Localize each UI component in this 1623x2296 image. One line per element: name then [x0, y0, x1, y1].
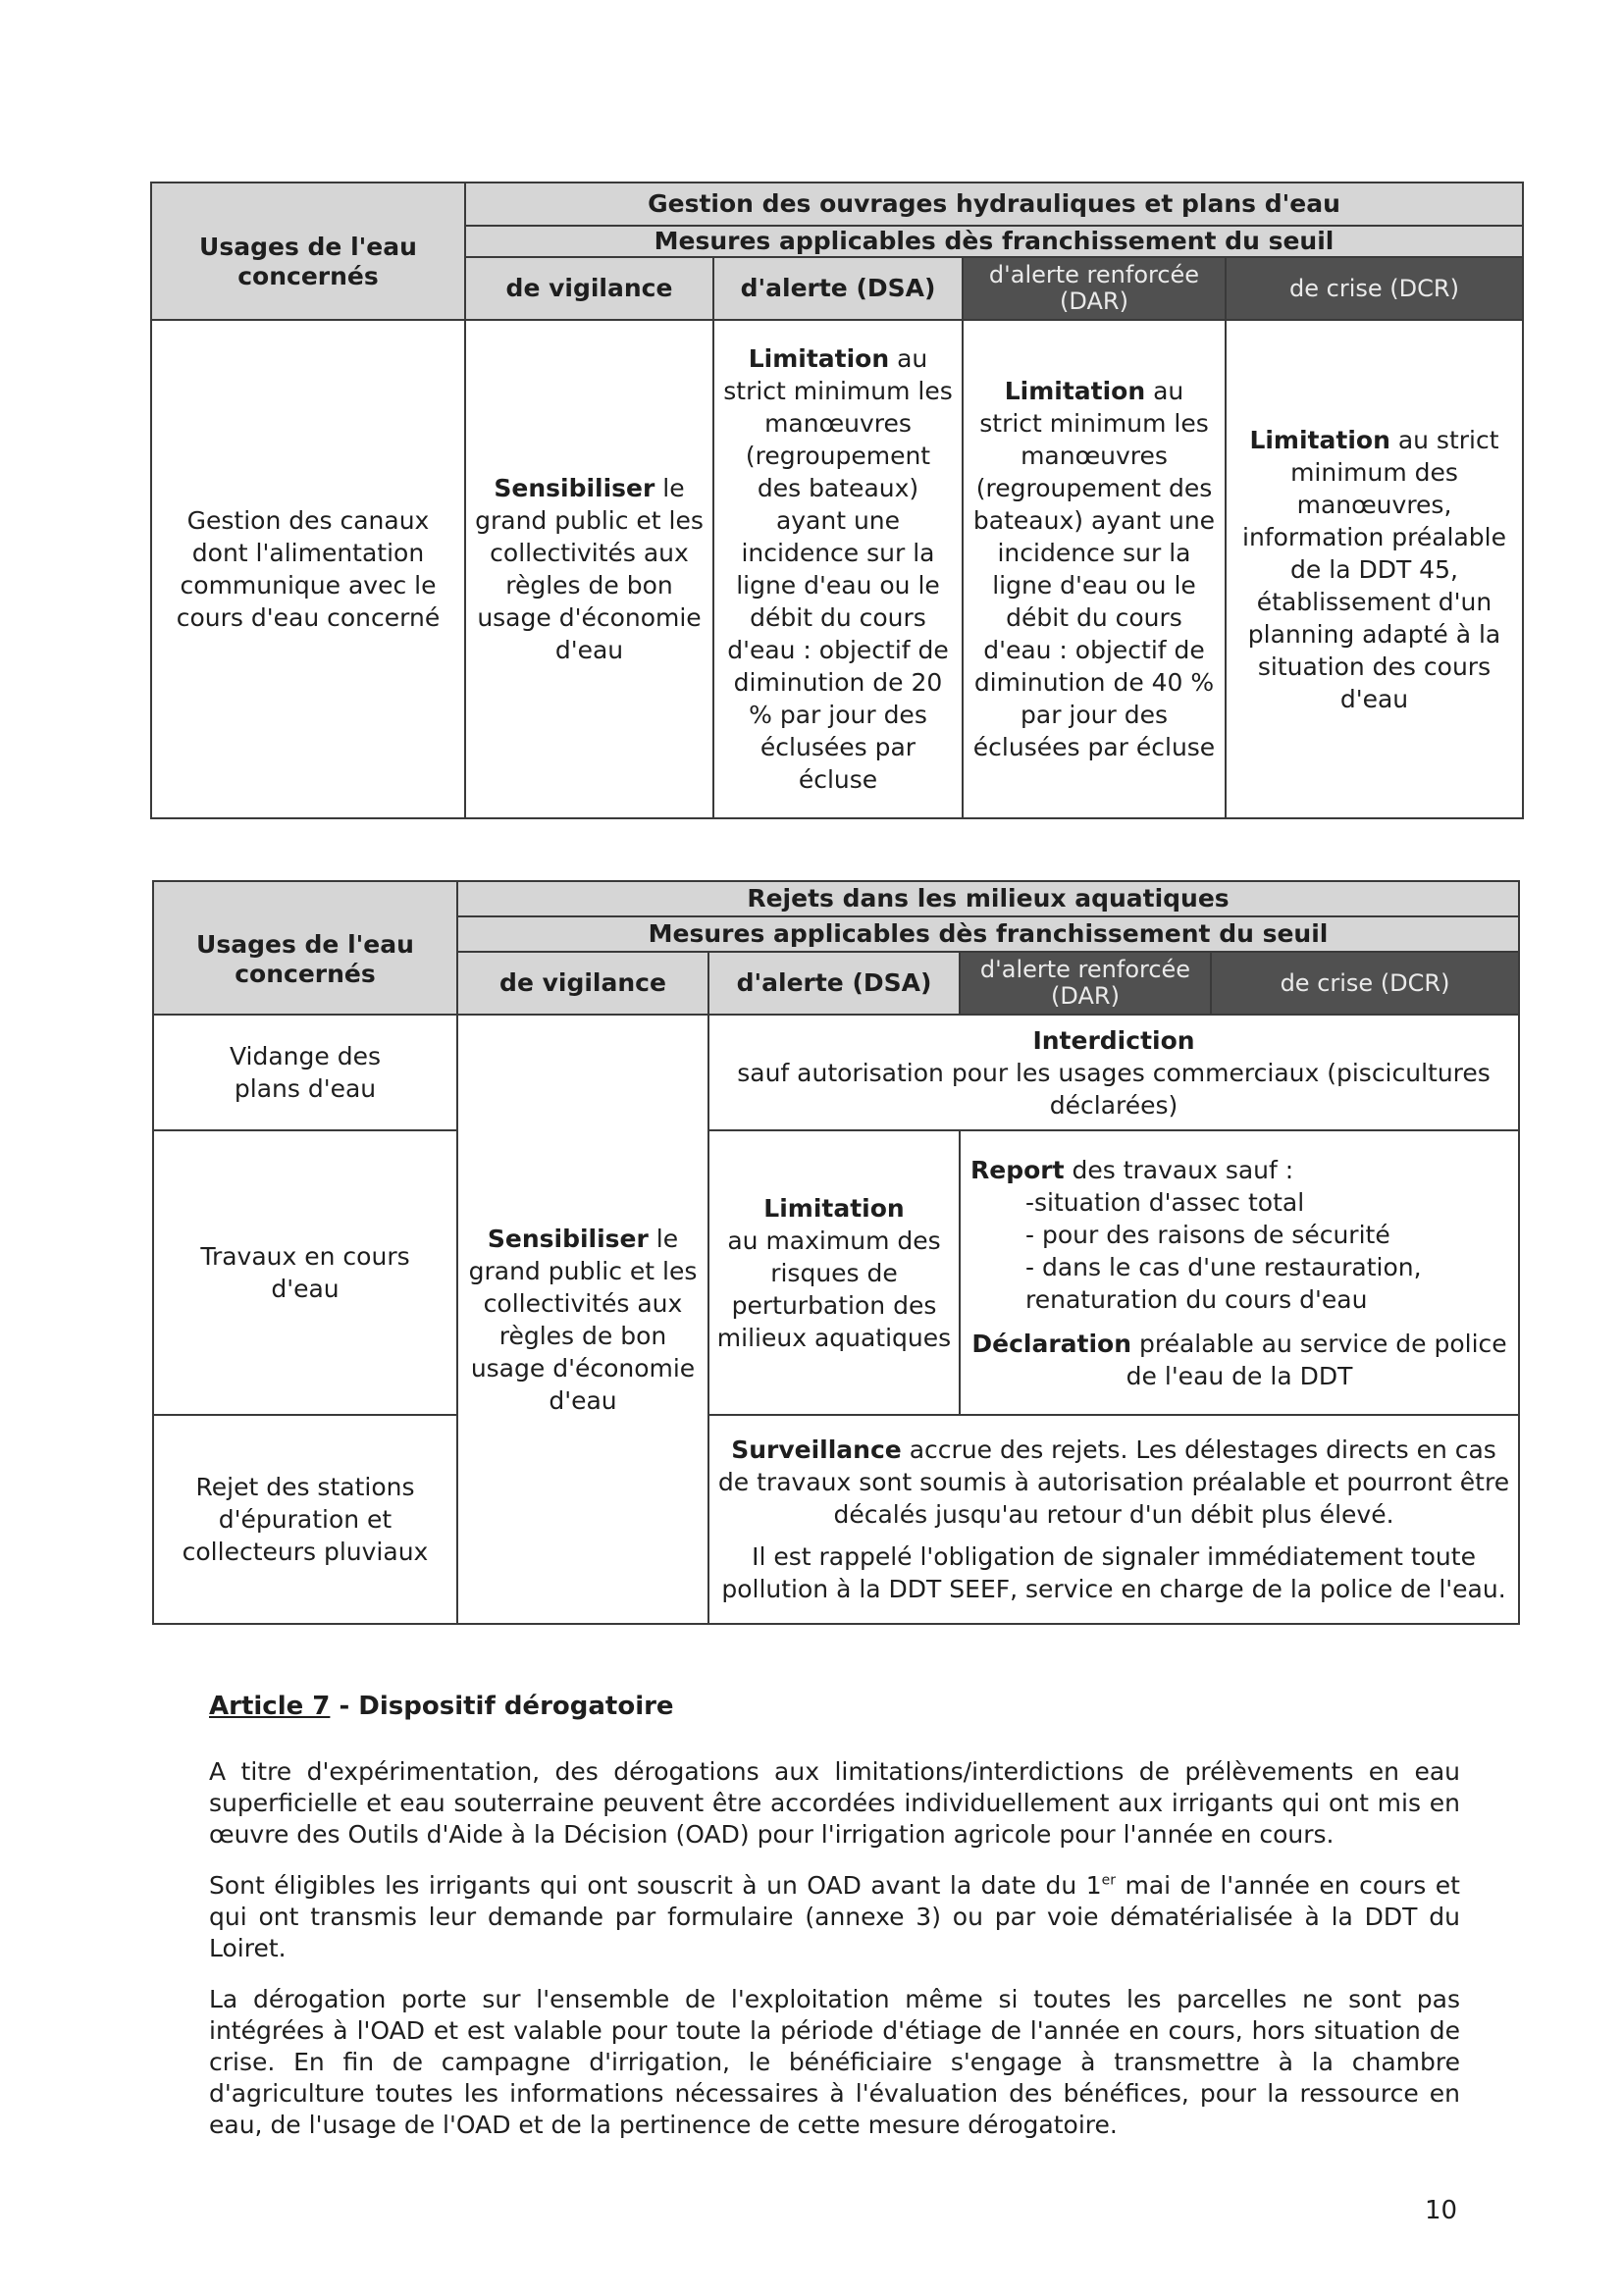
table1-usage-cell: Gestion des canaux dont l'alimentation communique avec le cours d'eau concerné: [151, 320, 465, 818]
table2-vigilance-cell: [457, 1015, 708, 1624]
article-paragraph-2-sup: er: [1101, 1872, 1117, 1889]
table2-row1-measure: [708, 1015, 1519, 1130]
article-paragraph-2: [209, 1870, 1460, 1964]
table2-mesures-header: Mesures applicables dès franchissement du seuil: [457, 916, 1519, 952]
table1-crise-bold: Limitation: [1249, 425, 1390, 454]
table1-col-vigilance: de vigilance: [465, 257, 713, 320]
article-paragraph-2-b: mai de l'année en cours et qui ont transmis leur demande par formulaire (annexe 3) ou par voie dématérialisée à la DDT du Loiret.: [209, 1871, 1460, 1962]
table1-col-crise: de crise (DCR): [1226, 257, 1523, 320]
table2-surveillance-bold: Surveillance: [731, 1435, 902, 1464]
article-paragraph-2-a: Sont éligibles les irrigants qui ont souscrit à un OAD avant la date du 1: [209, 1871, 1102, 1900]
table1-col-alerte-renforcee: d'alerte renforcée (DAR): [963, 257, 1226, 320]
table2-report-bold: Report: [970, 1155, 1065, 1184]
table2-vigilance-bold: Sensibiliser: [487, 1224, 649, 1253]
table-rejets-milieux-aquatiques: [152, 880, 1520, 1625]
table1-usages-header-text: Usages de l'eau concernés: [199, 233, 417, 290]
table1-crise-text: au strict minimum des manœuvres, information préalable de la DDT 45, établissement d'un planning adapté à la situation des cours d'eau: [1242, 425, 1506, 713]
article-paragraph-3: La dérogation porte sur l'ensemble de l'exploitation même si toutes les parcelles ne sont pas intégrées à l'OAD et est valable pour toute la période d'étiage de l'année en cours, hors situation de crise. En fin de campagne d'irrigation, le bénéficiaire s'engage à transmettre à la chambre d'agriculture toutes les informations nécessaires à l'évaluation des bénéfices, pour la ressource en eau, de l'usage de l'OAD et de la pertinence de cette mesure dérogatoire.: [209, 1985, 1460, 2139]
table2-section-title: Rejets dans les milieux aquatiques: [457, 881, 1519, 916]
table1-section-title: Gestion des ouvrages hydrauliques et plans d'eau: [465, 183, 1523, 226]
table2-rappel: Il est rappelé l'obligation de signaler immédiatement toute pollution à la DDT SEEF, service en charge de la police de l'eau.: [721, 1542, 1506, 1603]
table2-surveillance-text: accrue des rejets. Les délestages directs en cas de travaux sont soumis à autorisation préalable et pourront être décalés jusqu'au retour d'un débit plus élevé.: [717, 1435, 1510, 1529]
table2-row1-usage: Vidange des plans d'eau: [153, 1015, 457, 1130]
table2-col-alerte-renforcee: d'alerte renforcée (DAR): [960, 952, 1211, 1015]
table2-col-crise: de crise (DCR): [1211, 952, 1519, 1015]
page-number: 10: [1425, 2196, 1458, 2225]
table1-dar-cell: [963, 320, 1226, 818]
table2-row3-measure: [708, 1415, 1519, 1624]
table2-row2-usage: Travaux en cours d'eau: [153, 1130, 457, 1415]
table2-row2-alerte: [708, 1130, 960, 1415]
table2-usages-header-text: Usages de l'eau concernés: [196, 930, 414, 988]
article-paragraph-1: A titre d'expérimentation, des dérogations aux limitations/interdictions de prélèvements en eau superficielle et eau souterraine peuvent être accordées individuellement aux irrigants qui ont mis en œuvre des Outils d'Aide à la Décision (OAD) pour l'irrigation agricole pour l'année en cours.: [209, 1757, 1460, 1849]
table2-usages-header: [153, 881, 457, 1015]
table1-crise-cell: [1226, 320, 1523, 818]
table2-row2-alerte-text: au maximum des risques de perturbation des milieux aquatiques: [716, 1226, 952, 1352]
list-item: - pour des raisons de sécurité: [1025, 1220, 1390, 1249]
table2-declaration-bold: Déclaration: [971, 1329, 1132, 1358]
article-title: - Dispositif dérogatoire: [330, 1692, 674, 1721]
list-item: - dans le cas d'une restauration, renaturation du cours d'eau: [1025, 1252, 1422, 1314]
table1-vigilance-bold: Sensibiliser: [494, 474, 655, 502]
table2-report-text: des travaux sauf :: [1064, 1155, 1294, 1184]
table-ouvrages-hydrauliques: [150, 182, 1524, 819]
table1-dar-text: au strict minimum les manœuvres (regroupement des bateaux) ayant une incidence sur la ligne d'eau ou le débit du cours d'eau : objectif de diminution de 40 % par jour des éclusées par écluse: [972, 377, 1216, 761]
table2-report-line: [967, 1154, 1512, 1186]
table1-vigilance-cell: [465, 320, 713, 818]
table1-col-alerte: d'alerte (DSA): [713, 257, 963, 320]
article-number: Article 7: [209, 1692, 331, 1721]
table2-row1-measure-bold: Interdiction: [1032, 1025, 1195, 1055]
table2-row3-usage: Rejet des stations d'épuration et collecteurs pluviaux: [153, 1415, 457, 1624]
article-heading: [209, 1690, 674, 1723]
table2-declaration: [967, 1328, 1512, 1392]
table1-mesures-header: Mesures applicables dès franchissement du seuil: [465, 226, 1523, 257]
table2-row1-measure-text: sauf autorisation pour les usages commerciaux (piscicultures déclarées): [737, 1058, 1491, 1120]
table1-dar-bold: Limitation: [1004, 377, 1146, 405]
table1-alerte-bold: Limitation: [748, 344, 890, 373]
table2-row2-alerte-bold: Limitation: [763, 1193, 905, 1223]
table1-alerte-cell: [713, 320, 963, 818]
table2-col-vigilance: de vigilance: [457, 952, 708, 1015]
table2-surveillance: [715, 1434, 1512, 1531]
table2-declaration-text: préalable au service de police de l'eau de la DDT: [1126, 1329, 1507, 1390]
table1-alerte-text: au strict minimum les manœuvres (regroupement des bateaux) ayant une incidence sur la ligne d'eau ou le débit du cours d'eau : objectif de diminution de 20 % par jour des éclusées par écluse: [723, 344, 953, 794]
list-item: -situation d'assec total: [1025, 1187, 1305, 1217]
table2-row2-report: [960, 1130, 1519, 1415]
table2-vigilance-text: le grand public et les collectivités aux règles de bon usage d'économie d'eau: [468, 1224, 698, 1415]
table1-vigilance-text: le grand public et les collectivités aux règles de bon usage d'économie d'eau: [475, 474, 704, 664]
table1-usages-header: [151, 183, 465, 320]
table2-col-alerte: d'alerte (DSA): [708, 952, 960, 1015]
